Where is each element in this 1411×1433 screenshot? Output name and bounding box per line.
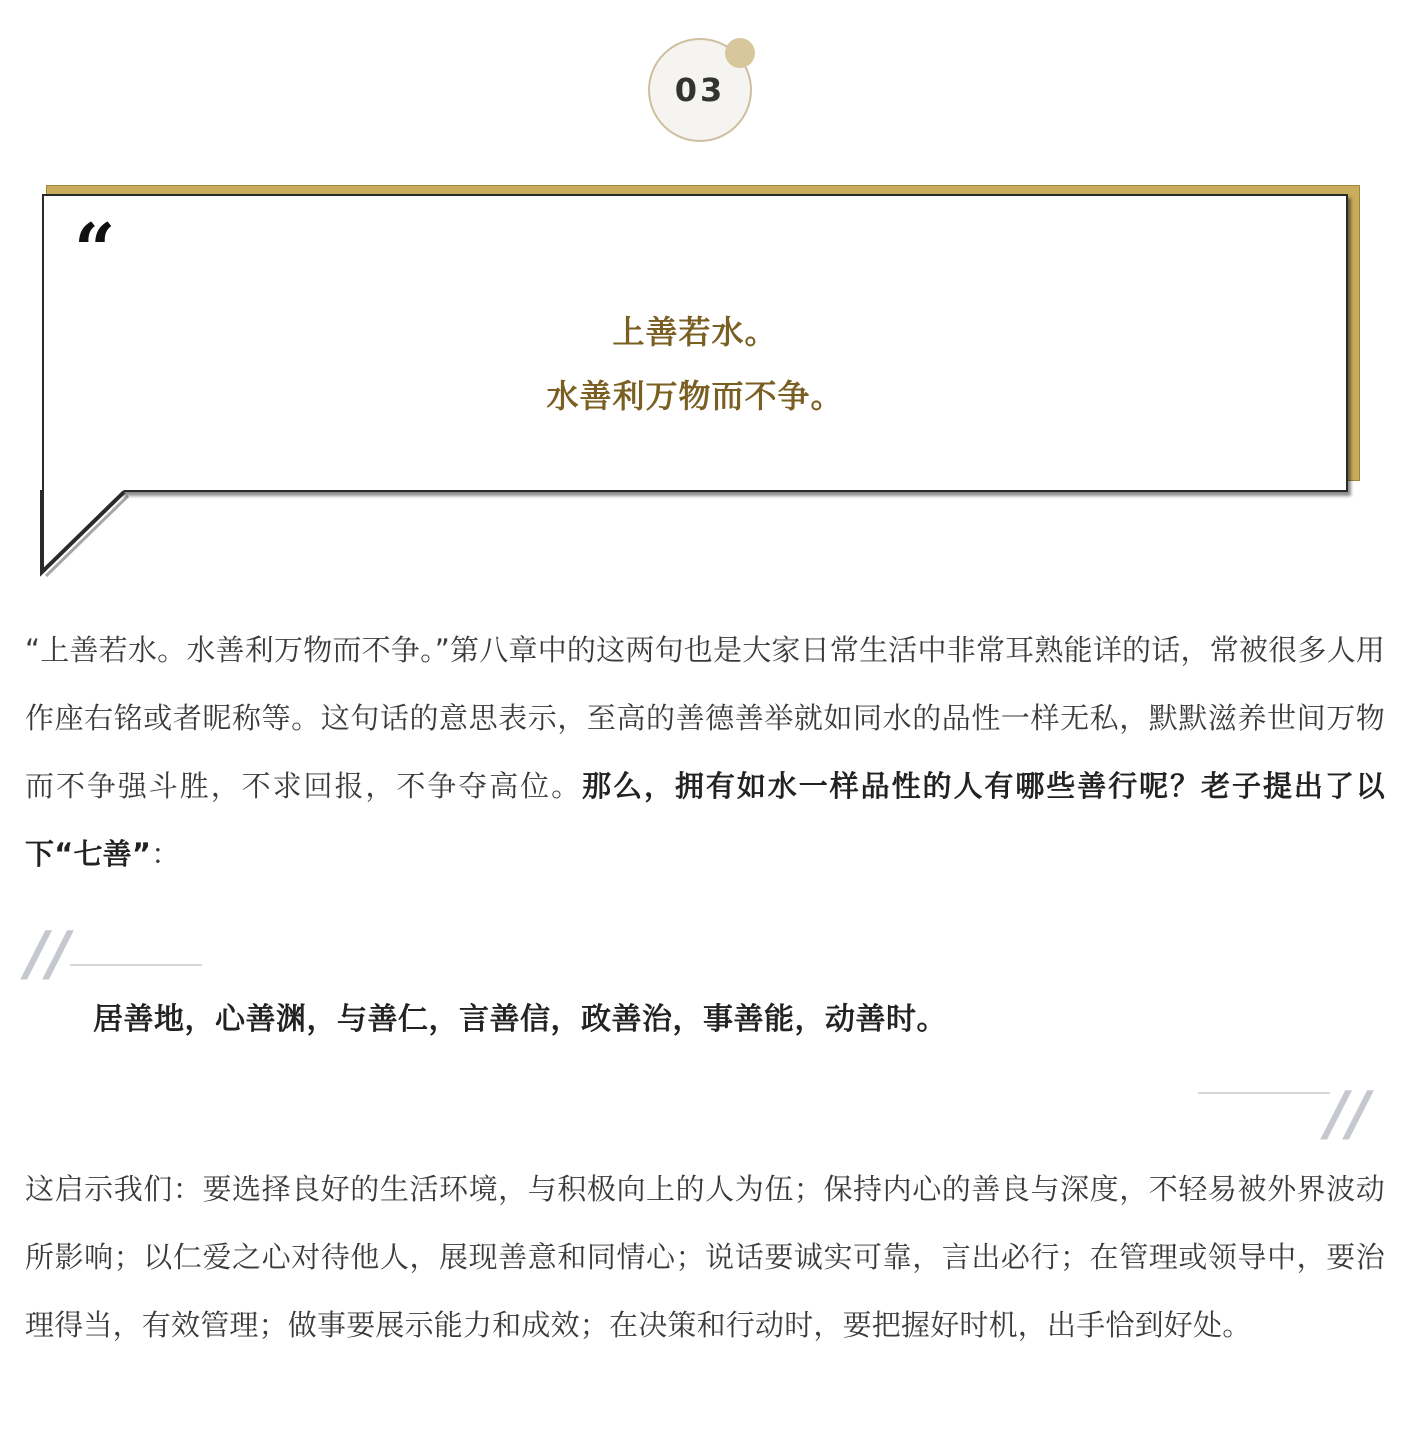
quote-line-2: 水善利万物而不争。 xyxy=(546,377,844,415)
speech-bubble-tail xyxy=(40,490,130,580)
intro-colon: ： xyxy=(151,837,181,871)
badge-dot-decoration xyxy=(725,38,755,68)
blockquote-close-rule xyxy=(1198,1092,1330,1094)
blockquote-close-mark-icon: // xyxy=(1326,1079,1370,1149)
quote-line-1: 上善若水。 xyxy=(612,313,778,351)
open-quote-icon: “ xyxy=(74,207,116,292)
intro-text: “上善若水。水善利万物而不争。”第八章中的这两句也是大家日常生活中非常耳熟能详的话，常被很多人用作座右铭或者昵称等。这句话的意思表示，至高的善德善举就如同水的品性一样无私，默默滋养世间万物而不争强斗胜，不求回报，不争夺高位。 xyxy=(25,633,1385,803)
quote-card-text xyxy=(42,300,1348,428)
conclusion-paragraph: 这启示我们：要选择良好的生活环境，与积极向上的人为伍；保持内心的善良与深度，不轻易被外界波动所影响；以仁爱之心对待他人，展现善意和同情心；说话要诚实可靠，言出必行；在管理或领导中，要治理得当，有效管理；做事要展示能力和成效；在决策和行动时，要把握好时机，出手恰到好处。 xyxy=(25,1172,1385,1342)
section-number: 03 xyxy=(674,71,726,109)
intro-paragraph xyxy=(25,616,1385,888)
blockquote-open-rule xyxy=(70,964,202,966)
intro-bold-question: 那么，拥有如水一样品性的人有哪些善行呢？老子提出了以下“七善” xyxy=(25,769,1385,871)
blockquote-open-mark-icon: // xyxy=(26,919,70,989)
seven-virtues-text: 居善地，心善渊，与善仁，言善信，政善治，事善能，动善时。 xyxy=(93,1002,947,1037)
